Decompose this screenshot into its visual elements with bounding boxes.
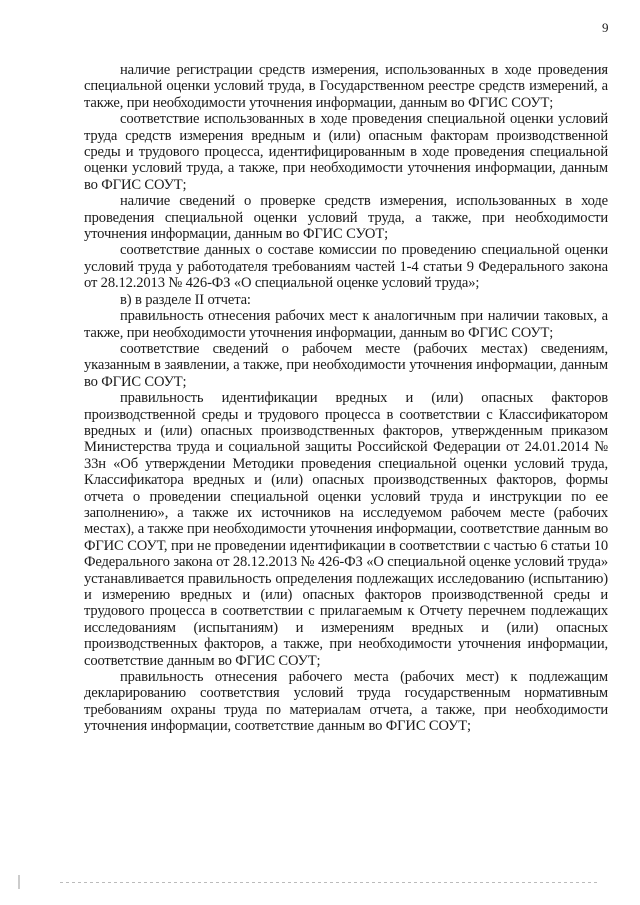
paragraph-1: наличие регистрации средств измерения, использованных в ходе проведения специальной оценки условий труда, в Государственном реестре средств измерений, а также, при необходимости уточнения информации, данным во ФГИС СОУТ; xyxy=(84,62,608,111)
scan-edge-line xyxy=(60,882,600,883)
document-body xyxy=(84,62,608,735)
paragraph-9: правильность отнесения рабочего места (рабочих мест) к подлежащим декларированию соответствия условий труда государственным нормативным требованиям охраны труда по материалам отчета, а также, при необходимости уточнения информации, соответствие данным во ФГИС СОУТ; xyxy=(84,669,608,735)
paragraph-7: соответствие сведений о рабочем месте (рабочих местах) сведениям, указанным в заявлении, а также, при необходимости уточнения информации, данным во ФГИС СОУТ; xyxy=(84,340,608,390)
paragraph-8: правильность идентификации вредных и (или) опасных факторов производственной среды и трудового процесса в соответствии с Классификатором вредных и (или) опасных производственных факторов, утвержденным приказом Министерства труда и социальной защиты Российской Федерации от 24.01.2014 № 33н «Об утверждении Методики проведения специальной оценки условий труда, Классификатора вредных и (или) опасных производственных факторов, формы отчета о проведении специальной оценки условий труда и инструкции по ее заполнению», а также их источников на исследуемом рабочем месте (рабочих местах), а также при необходимости уточнения информации, соответствие данным во ФГИС СОУТ, при не проведении идентификации в соответствии с частью 6 статьи 10 Федерального закона от 28.12.2013 № 426-ФЗ «О специальной оценке условий труда» устанавливается правильность определения подлежащих исследованию (испытанию) и измерению вредных и (или) опасных факторов производственной среды и трудового процесса в соответствии с прилагаемым к Отчету перечнем подлежащих исследованиям (испытаниям) и измерениям вредных и (или) опасных производственных факторов, а также, при необходимости уточнения информации, соответствие данным во ФГИС СОУТ; xyxy=(84,390,608,669)
section-heading: в) в разделе II отчета: xyxy=(120,291,251,308)
paragraph-4: соответствие данных о составе комиссии по проведению специальной оценки условий труда у работодателя требованиям частей 1-4 статьи 9 Федерального закона от 28.12.2013 № 426-ФЗ «О специальной оценке условий труда»; xyxy=(84,242,608,292)
paragraph-6: правильность отнесения рабочих мест к аналогичным при наличии таковых, а также, при необходимости уточнения информации, данным во ФГИС СОУТ; xyxy=(84,308,608,341)
paragraph-2: соответствие использованных в ходе проведения специальной оценки условий труда средств измерения вредным и (или) опасным факторам производственной среды и трудового процесса, идентифицированным в ходе проведения специальной оценки условий труда, а также, при необходимости уточнения информации, данным во ФГИС СОУТ; xyxy=(84,111,608,193)
paragraph-3: наличие сведений о проверке средств измерения, использованных в ходе проведения специальной оценки условий труда, а также, при необходимости уточнения информации, данным во ФГИС СУОТ; xyxy=(84,193,608,243)
page-number: 9 xyxy=(602,20,609,35)
scan-edge-mark xyxy=(18,875,20,889)
